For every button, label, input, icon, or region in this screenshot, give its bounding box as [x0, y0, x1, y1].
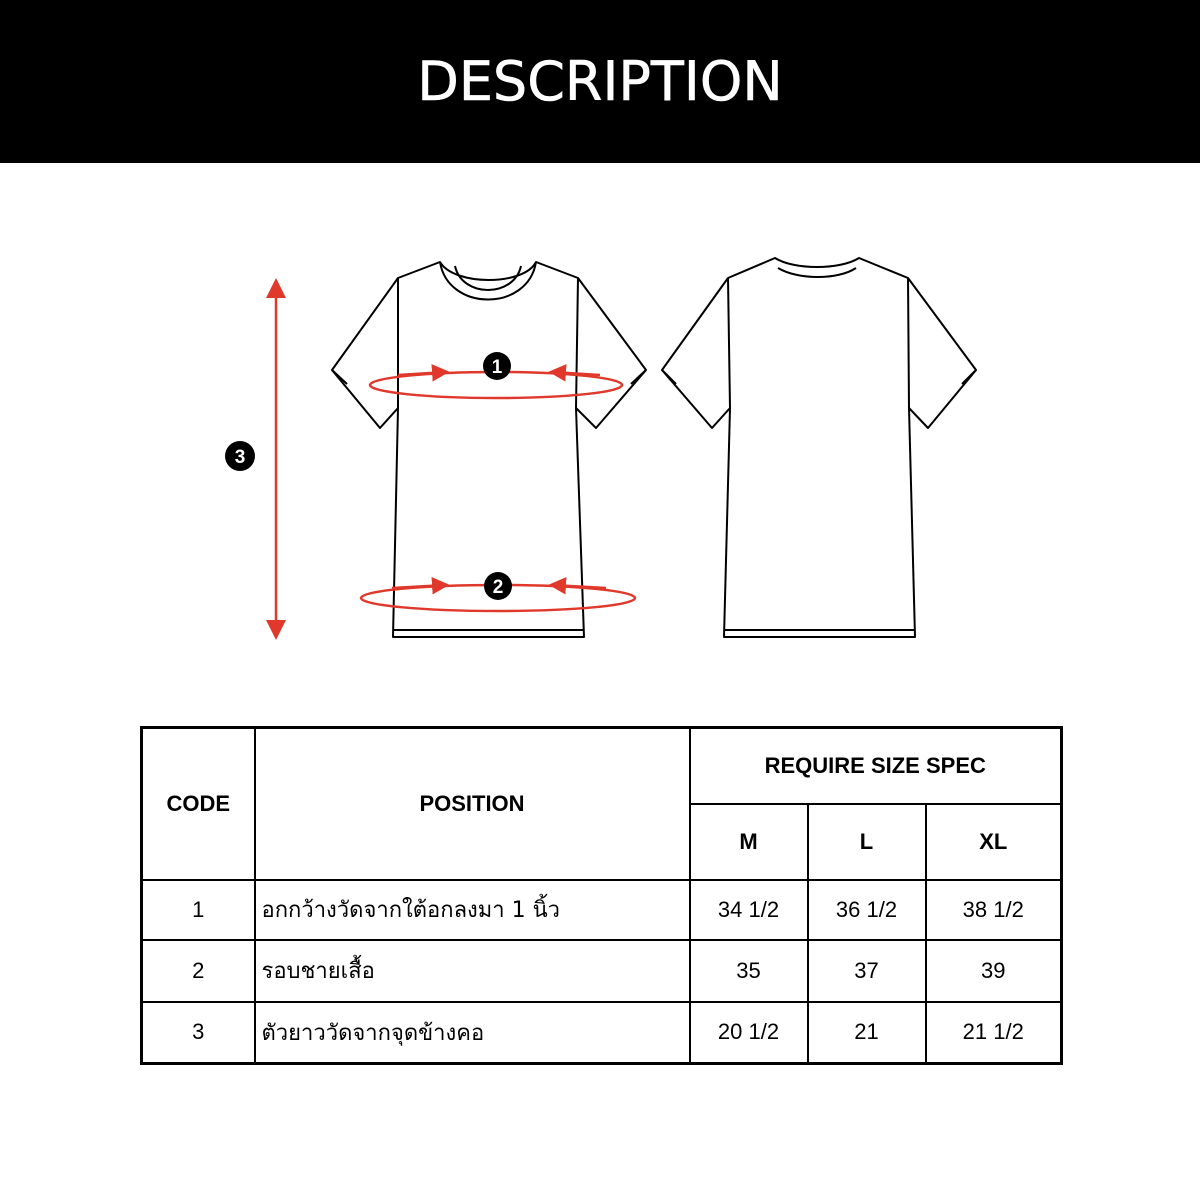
- tshirt-illustration: [0, 163, 1200, 723]
- row-code: 2: [142, 940, 255, 1002]
- marker-3-label: 3: [234, 447, 246, 468]
- header-size-xl: XL: [926, 804, 1062, 880]
- header-require-size-spec: REQUIRE SIZE SPEC: [690, 728, 1062, 804]
- row-value-xl: 39: [926, 940, 1062, 1002]
- row-value-xl: 38 1/2: [926, 880, 1062, 940]
- row-code: 1: [142, 880, 255, 940]
- row-value-m: 35: [690, 940, 808, 1002]
- table-row: [142, 1002, 1062, 1064]
- row-value-l: 21: [808, 1002, 926, 1064]
- page-title: DESCRIPTION: [417, 50, 783, 113]
- hem-measure-icon: [361, 572, 635, 611]
- row-value-l: 36 1/2: [808, 880, 926, 940]
- header-size-m: M: [690, 804, 808, 880]
- size-spec-table: [140, 726, 1063, 1065]
- row-value-m: 34 1/2: [690, 880, 808, 940]
- table-row: [142, 880, 1062, 940]
- header-code: CODE: [142, 728, 255, 880]
- row-value-l: 37: [808, 940, 926, 1002]
- header-size-l: L: [808, 804, 926, 880]
- row-position: รอบชายเสื้อ: [255, 940, 690, 1002]
- row-value-m: 20 1/2: [690, 1002, 808, 1064]
- header-bar: [0, 0, 1200, 163]
- back-tshirt-icon: [662, 258, 976, 637]
- header-position: POSITION: [255, 728, 690, 880]
- table-row: [142, 940, 1062, 1002]
- row-position: อกกว้างวัดจากใต้อกลงมา 1 นิ้ว: [255, 880, 690, 940]
- row-position: ตัวยาววัดจากจุดข้างคอ: [255, 1002, 690, 1064]
- marker-1-label: 1: [491, 357, 503, 378]
- row-code: 3: [142, 1002, 255, 1064]
- row-value-xl: 21 1/2: [926, 1002, 1062, 1064]
- length-measure-icon: [225, 278, 286, 640]
- tshirt-diagram: [0, 163, 1200, 723]
- chest-measure-icon: [370, 352, 622, 398]
- marker-2-label: 2: [492, 577, 504, 598]
